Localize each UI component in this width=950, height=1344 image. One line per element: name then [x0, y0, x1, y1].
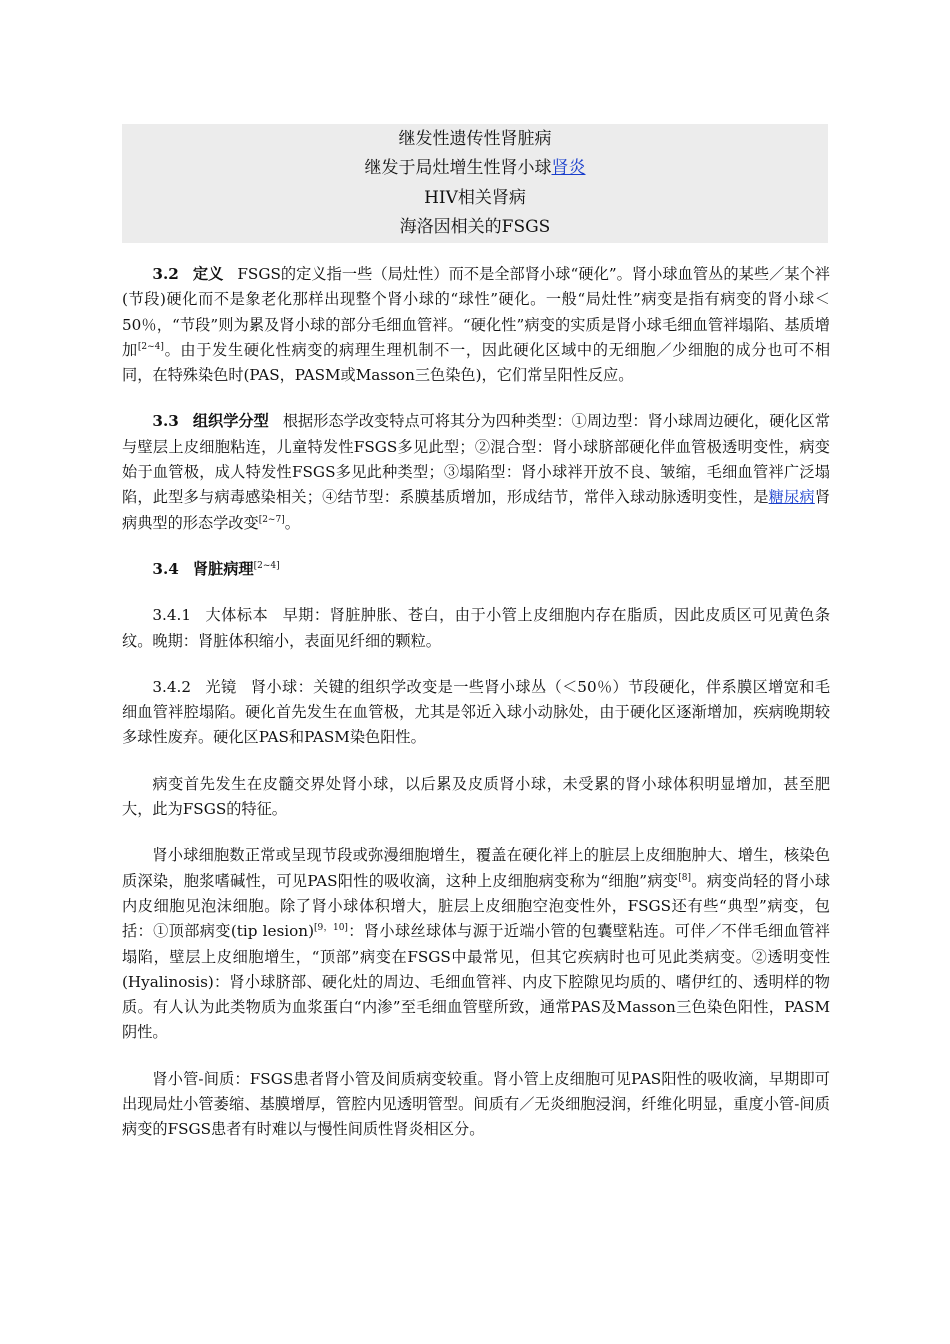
box-line-4: 海洛因相关的FSGS — [399, 217, 551, 237]
section-3-4-1-num: 3.4.1 — [152, 606, 192, 625]
section-3-3-text3: 。 — [284, 513, 300, 532]
section-3-3-title: 组织学分型 — [192, 412, 269, 431]
cells-text2: 。病变尚轻的肾小球内皮细胞见泡沫细胞。除了肾小球体积增大，脏层上皮细胞空泡变性外，FSGS还有些“典型”病变，包括：①顶部病变(tip lesion) — [122, 871, 831, 941]
section-3-4-2 — [122, 675, 830, 751]
cells-text1: 肾小球细胞数正常或呈现节段或弥漫细胞增生，覆盖在硬化袢上的脏层上皮细胞肿大、增生，核染色质深染，胞浆嗜碱性，可见PAS阳性的吸收滴，这种上皮细胞病变称为“细胞”病变 — [122, 846, 830, 890]
section-3-4-2-num: 3.4.2 — [152, 677, 192, 696]
box-line-1: 继发性遗传性肾脏病 — [398, 128, 552, 149]
section-3-4-num: 3.4 — [152, 559, 179, 578]
disease-list-box — [122, 124, 828, 243]
section-3-3-text1: 根据形态学改变特点可将其分为四种类型：①周边型：肾小球周边硬化，硬化区常与壁层上皮细胞粘连，儿童特发性FSGS多见此型；②混合型：肾小球脐部硬化伴血管极透明变性，病变始于血管极，成人特发性FSGS多见此种类型；③塌陷型：肾小球袢开放不良、皱缩，毛细血管袢广泛塌陷，此型多与病毒感染相关；④结节型：系膜基质增加，形成结节，常伴入球动脉透明变性，是 — [122, 412, 831, 507]
section-3-3-num: 3.3 — [152, 412, 179, 431]
paragraph-glomerular-cells — [122, 843, 830, 1045]
box-line-2-text: 继发于局灶增生性肾小球 — [364, 158, 552, 178]
diabetes-link[interactable]: 糖尿病 — [768, 488, 815, 507]
section-3-2-text1: FSGS的定义指一些（局灶性）而不是全部肾小球“硬化”。肾小球血管丛的某些／某个袢(节段)硬化而不是象老化那样出现整个肾小球的“球性”硬化。一般“局灶性”病变是指有病变的肾小球＜50％，“节段”则为累及肾小球的部分毛细血管袢。“硬化性”病变的实质是肾小球毛细血管袢塌陷、基质增加 — [122, 265, 830, 359]
nephritis-link[interactable]: 肾炎 — [551, 158, 586, 178]
section-3-4-1-title: 大体标本 — [205, 606, 269, 625]
section-3-3 — [122, 409, 830, 535]
citation: [2~4] — [253, 560, 280, 571]
citation: [8] — [678, 872, 691, 883]
section-3-2-text2: 。由于发生硬化性病变的病理生理机制不一，因此硬化区域中的无细胞／少细胞的成分也可不相同，在特殊染色时(PAS，PASM或Masson三色染色)，它们常呈阳性反应。 — [122, 340, 831, 385]
section-3-4-title: 肾脏病理 — [192, 559, 254, 578]
citation: [2~4] — [137, 341, 164, 352]
paragraph-lesion-distribution: 病变首先发生在皮髓交界处肾小球，以后累及皮质肾小球，未受累的肾小球体积明显增加，甚至肥大，此为FSGS的特征。 — [122, 774, 830, 819]
section-3-3-text2: 肾病典型的形态学改变 — [122, 488, 831, 532]
paragraph-tubule-interstitium: 肾小管-间质：FSGS患者肾小管及间质病变较重。肾小管上皮细胞可见PAS阳性的吸收滴，早期即可出现局灶小管萎缩、基膜增厚，管腔内见透明管型。间质有／无炎细胞浸润，纤维化明显，重度小管-间质病变的FSGS患者有时难以与慢性间质性肾炎相区分。 — [122, 1069, 830, 1139]
section-3-2 — [122, 262, 830, 388]
section-3-2-title: 定义 — [192, 265, 224, 283]
citation: [9，10] — [314, 923, 348, 934]
section-3-4-2-text: 肾小球：关键的组织学改变是一些肾小球丛（＜50％）节段硬化，伴系膜区增宽和毛细血管袢腔塌陷。硬化首先发生在血管极，尤其是邻近入球小动脉处，由于硬化区逐渐增加，疾病晚期较多球性废弃。硬化区PAS和PASM染色阳性。 — [122, 677, 831, 747]
section-3-4-1-text: 早期：肾脏肿胀、苍白，由于小管上皮细胞内存在脂质，因此皮质区可见黄色条纹。晚期：肾脏体积缩小，表面见纤细的颗粒。 — [122, 606, 831, 650]
cells-text3: ：肾小球丝球体与源于近端小管的包囊壁粘连。可伴／不伴毛细血管袢塌陷，壁层上皮细胞增生，“顶部”病变在FSGS中最常见，但其它疾病时也可见此类病变。②透明变性(Hyalinosis)：肾小球脐部、硬化灶的周边、毛细血管袢、内皮下腔隙见均质的、嗜伊红的、透明样的物质。有人认为此类物质为血浆蛋白“内渗”至毛细血管壁所致，通常PAS及Masson三色染色阳性，PASM阴性。 — [122, 922, 830, 1042]
box-line-2 — [365, 154, 586, 184]
section-3-4-heading — [122, 557, 830, 582]
document-body — [122, 262, 830, 1164]
box-line-3: HIV相关肾病 — [424, 187, 526, 208]
section-3-4-2-title: 光镜 — [205, 677, 237, 696]
citation: [2~7] — [258, 514, 285, 525]
section-3-4-1 — [122, 603, 830, 654]
section-3-2-num: 3.2 — [152, 265, 179, 283]
